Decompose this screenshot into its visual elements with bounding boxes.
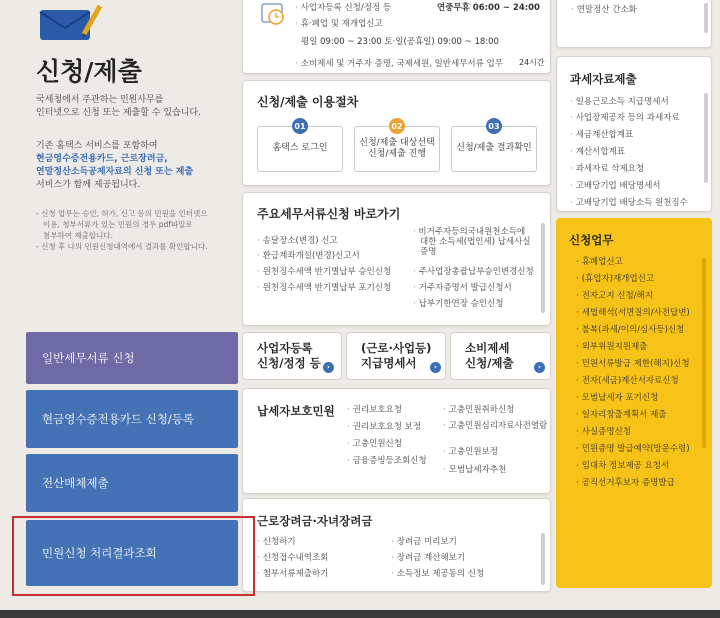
petition-link[interactable]: · 고충민원취하신청 <box>443 403 514 415</box>
petition-link[interactable]: · 고충민원보정 <box>443 445 498 457</box>
envelope-icon <box>38 4 98 40</box>
petition-link[interactable]: · 권리보호요청 <box>347 403 402 415</box>
apply-work-title: 신청업무 <box>569 233 614 247</box>
existing-end: 서비스가 함께 제공됩니다. <box>36 180 141 190</box>
tax-data-link[interactable]: · 과세자료 삭제요청 <box>570 162 644 174</box>
intro-text <box>36 94 201 120</box>
step-number-icon: 03 <box>486 118 502 134</box>
shortcut-link[interactable]: · 원천징수세액 반기별납부 포기신청 <box>257 281 391 293</box>
chevron-right-icon: › <box>534 362 545 373</box>
notes <box>36 208 208 252</box>
step-select[interactable]: 신청/제출 대상선택 신청/제출 진행 <box>354 126 440 172</box>
footer-strip <box>0 610 720 618</box>
incentive-title: 근로장려금·자녀장려금 <box>257 514 373 528</box>
scrollbar[interactable] <box>541 533 545 585</box>
shortcut-link[interactable]: · 환급계좌개설(변경)신고서 <box>257 249 360 261</box>
hours-time: 연중무휴 06:00 ~ 24:00 <box>437 3 540 13</box>
step-number-icon: 01 <box>292 118 308 134</box>
incentive-link[interactable]: · 장려금 미리보기 <box>391 535 457 547</box>
existing-service-text <box>36 140 193 192</box>
apply-work-link[interactable]: · 임대차 정보제공 요청서 <box>576 459 669 471</box>
apply-work-link[interactable]: · 외부위원지원제출 <box>576 340 647 352</box>
general-tax-document-button[interactable]: 일반세무서류 신청 <box>26 332 238 384</box>
shortcut-link[interactable]: · 납부기한연장 승인신청 <box>413 297 504 309</box>
service-hours-panel <box>242 0 551 74</box>
existing-line: 기존 홈택스 서비스를 포함하여 <box>36 141 158 151</box>
incentive-link[interactable]: · 신청하기 <box>257 535 296 547</box>
incentive-link[interactable]: · 소득정보 제공동의 신청 <box>391 567 484 579</box>
apply-work-link[interactable]: · 전자고지 신청/해지 <box>576 289 653 301</box>
shortcut-link[interactable]: · 거주자증명서 발급신청서 <box>413 281 512 293</box>
petition-link[interactable]: · 금융증빙등조회신청 <box>347 454 427 466</box>
taxpayer-petition-panel <box>242 388 551 494</box>
tax-data-link[interactable]: · 고배당기업 배당소득 원천징수 <box>570 196 688 208</box>
scrollbar[interactable] <box>704 93 708 183</box>
step-login[interactable]: 홈택스 로그인 <box>257 126 343 172</box>
petition-link[interactable]: · 고충민원신청 <box>347 437 402 449</box>
intro-line: 국세청에서 주관하는 민원사무를 <box>36 95 164 105</box>
shortcut-link[interactable]: · 송달장소(변경) 신고 <box>257 234 338 246</box>
petition-link[interactable]: · 고충민원심리자료사전열람 <box>443 419 547 431</box>
tax-data-title: 과세자료제출 <box>570 72 637 86</box>
tax-data-link[interactable]: · 계산서합계표 <box>570 145 625 157</box>
scrollbar[interactable] <box>702 258 706 448</box>
shortcut-link[interactable]: · 비거주자등의국내원천소득에 대한 소득세(법인세) 납세사실 증명 <box>413 227 531 257</box>
incentive-link[interactable]: · 첨부서류제출하기 <box>257 567 328 579</box>
scrollbar[interactable] <box>704 3 708 33</box>
note-line: 이용, 청부서류가 있는 민원의 경우 pdf파일로 <box>43 220 193 229</box>
note-line: 첨부하여 제출합니다. <box>43 231 113 240</box>
tax-data-link[interactable]: · 고배당기업 배당명세서 <box>570 179 661 191</box>
apply-work-link[interactable]: · 사실증명신청 <box>576 425 631 437</box>
step-number-icon: 02 <box>389 118 405 134</box>
procedure-title: 신청/제출 이용절차 <box>257 95 359 109</box>
tax-data-link[interactable]: · 사업장제공자 등의 과세자료 <box>570 111 680 123</box>
quick-consumption-tax-button[interactable]: 소비제세 신청/제출 › <box>450 332 551 380</box>
highlight-box <box>12 516 255 596</box>
apply-work-link[interactable]: · 민원증명 발급예약(방문수령) <box>576 442 690 454</box>
note-line: - 신청 업무는 승인, 허가, 신고 등의 민원을 인터넷으 <box>36 209 208 218</box>
intro-line: 인터넷으로 신청 또는 제출할 수 있습니다. <box>36 108 201 118</box>
highlight-line: 연말정산소득공제자료의 신청 또는 제출 <box>36 167 194 177</box>
incentive-link[interactable]: · 신청접수내역조회 <box>257 551 328 563</box>
right-top-panel <box>556 0 712 48</box>
hours-time: 24시간 <box>519 58 545 67</box>
apply-work-link[interactable]: · 불복(과세/이의/심사등)신청 <box>576 323 684 335</box>
apply-work-link[interactable]: · 일자리창출계획서 제출 <box>576 408 667 420</box>
incentive-panel <box>242 498 551 592</box>
quick-payment-statement-button[interactable]: (근로·사업등) 지급명세서 › <box>346 332 446 380</box>
apply-work-link[interactable]: · 공직선거후보자 증명발급 <box>576 476 675 488</box>
petition-result-button[interactable]: 민원신청 처리결과조회 <box>26 520 238 586</box>
apply-work-link[interactable]: · 모범납세자 포기신청 <box>576 391 658 403</box>
petition-link[interactable]: · 모범납세자추천 <box>443 463 506 475</box>
hours-row: · 소비제세 및 거주자 증명, 국제세원, 일반세무서류 업무 <box>295 57 503 69</box>
apply-work-link[interactable]: · 세법해석(서면질의/사전답변) <box>576 306 690 318</box>
apply-work-link[interactable]: · 휴폐업신고 <box>576 255 623 267</box>
apply-work-link[interactable]: · (휴업자)재개업신고 <box>576 272 654 284</box>
note-line: - 신청 후 나의 민원신청내역에서 결과를 확인합니다. <box>36 242 208 251</box>
shortcuts-panel <box>242 192 551 326</box>
chevron-right-icon: › <box>430 362 441 373</box>
highlight-line: 현금영수증전용카드, 근로장려금, <box>36 154 168 164</box>
hours-row: · 휴·폐업 및 재개업신고 <box>295 17 383 29</box>
shortcuts-title: 주요세무서류신청 바로가기 <box>257 207 401 221</box>
tax-data-link[interactable]: · 일용근로소득 지급명세서 <box>570 95 669 107</box>
incentive-link[interactable]: · 장려금 계산해보기 <box>391 551 465 563</box>
right-top-link[interactable]: · 연말정산 간소화 <box>571 3 637 15</box>
step-result[interactable]: 신청/제출 결과확인 <box>451 126 537 172</box>
cash-receipt-card-button[interactable]: 현금영수증전용카드 신청/등록 <box>26 390 238 448</box>
procedure-panel <box>242 80 551 186</box>
hours-time: 평일 09:00 ~ 23:00 토·일(공휴일) 09:00 ~ 18:00 <box>301 37 499 47</box>
quick-business-registration-button[interactable]: 사업자등록 신청/정정 등 › <box>242 332 342 380</box>
electronic-media-submit-button[interactable]: 전산매체제출 <box>26 454 238 512</box>
petition-title: 납세자보호민원 <box>257 404 335 418</box>
tax-data-link[interactable]: · 세금계산합계표 <box>570 128 633 140</box>
scrollbar[interactable] <box>541 223 545 313</box>
shortcut-link[interactable]: · 원천징수세액 반기별납부 승인신청 <box>257 265 391 277</box>
apply-work-link[interactable]: · 전자(세금)계산서자료신청 <box>576 374 679 386</box>
petition-link[interactable]: · 권리보호요청 보정 <box>347 420 421 432</box>
shortcut-link[interactable]: · 주사업장총괄납부승인변경신청 <box>413 265 534 277</box>
apply-work-link[interactable]: · 민원서류발급 제한(해지)신청 <box>576 357 690 369</box>
tax-data-panel <box>556 56 712 212</box>
chevron-right-icon: › <box>323 362 334 373</box>
hours-row: · 사업자등록 신청/정정 등 <box>295 1 391 13</box>
page-title: 신청/제출 <box>36 57 142 86</box>
clock-calendar-icon <box>259 0 287 27</box>
